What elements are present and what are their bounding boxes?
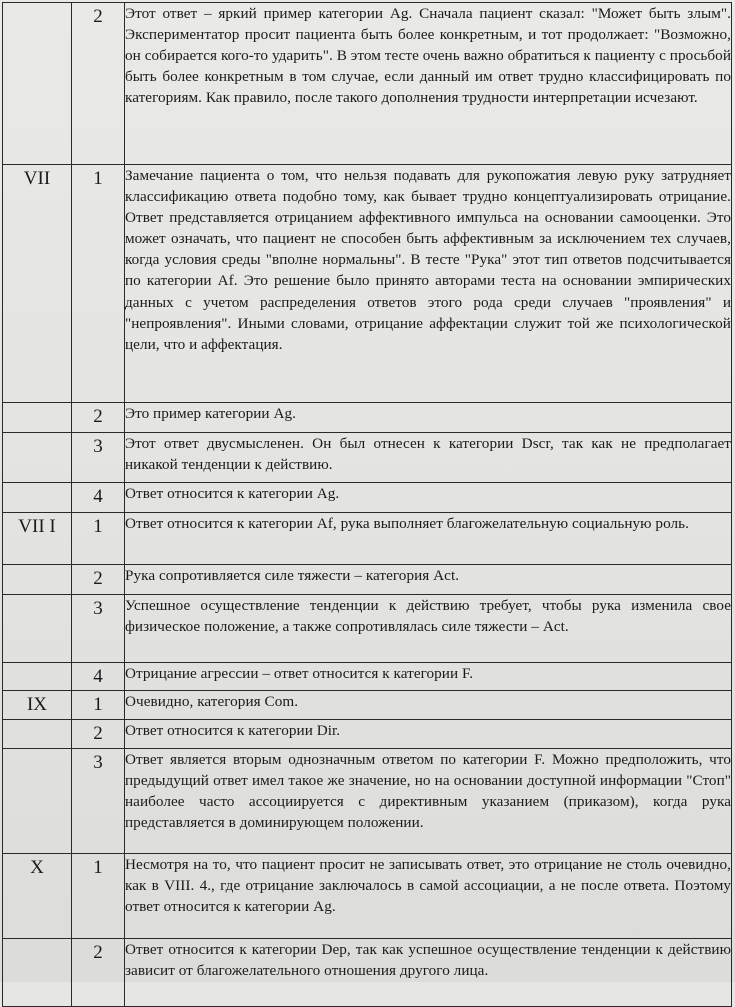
- table-row: [3, 3, 732, 165]
- response-number-cell: 2: [72, 403, 125, 433]
- interpretation-text: Ответ относится к категории Ag.: [125, 483, 732, 513]
- interpretation-text: Отрицание агрессии – ответ относится к категории F.: [125, 663, 732, 691]
- table-row: [3, 720, 732, 749]
- table-row: [3, 691, 732, 720]
- card-cell: X: [3, 854, 72, 939]
- table-row: [3, 513, 732, 565]
- response-number-cell: 1: [72, 691, 125, 720]
- response-number-cell: 2: [72, 565, 125, 595]
- table-row: [3, 595, 732, 663]
- card-cell: VII I: [3, 513, 72, 565]
- table-row: [3, 663, 732, 691]
- card-cell: [3, 433, 72, 483]
- interpretation-text: Это пример категории Ag.: [125, 403, 732, 433]
- responses-table: [2, 2, 732, 1007]
- response-number-cell: 1: [72, 165, 125, 403]
- table-row: [3, 483, 732, 513]
- table-row: [3, 854, 732, 939]
- card-cell: [3, 595, 72, 663]
- response-number-cell: 1: [72, 513, 125, 565]
- card-cell: IX: [3, 691, 72, 720]
- card-cell: [3, 403, 72, 433]
- response-number-cell: 3: [72, 433, 125, 483]
- interpretation-text: Замечание пациента о том, что нельзя подавать для рукопожатия левую руку затрудняет классификацию ответа подобно тому, как бывает трудно концептуализировать отрицание. Ответ представляется отрицанием аффективного импульса на основании самооценки. Это может означать, что пациент не способен быть аффективным за исключением тех случаев, когда условия среды "вполне нормальны". В тесте "Рука" этот тип ответов подсчитывается по категории Af. Это решение было принято авторами теста на основании эмпирических данных с учетом распределения ответов этого рода среди случаев "проявления" и "непроявления". Иными словами, отрицание аффектации служит той же психологической цели, что и аффектация.: [125, 165, 732, 403]
- response-number-cell: 3: [72, 749, 125, 854]
- response-number-cell: 1: [72, 854, 125, 939]
- response-number-cell: 4: [72, 483, 125, 513]
- card-cell: [3, 3, 72, 165]
- interpretation-text: Ответ является вторым однозначным ответом по категории F. Можно предположить, что предыдущий ответ имел такое же значение, но на основании доступной информации "Стоп" наиболее часто ассоциируется с директивным указанием (приказом), когда рука представляется в доминирующем положении.: [125, 749, 732, 854]
- interpretation-text: Ответ относится к категории Dep, так как успешное осуществление тенденции к действию зависит от благожелательного отношения другого лица.: [125, 939, 732, 1007]
- table-row: [3, 939, 732, 1007]
- card-cell: VII: [3, 165, 72, 403]
- table-row: [3, 165, 732, 403]
- interpretation-text: Несмотря на то, что пациент просит не записывать ответ, это отрицание не столь очевидно, как в VIII. 4., где отрицание заключалось в самой ассоциации, а не после ответа. Поэтому ответ относится к категории Ag.: [125, 854, 732, 939]
- interpretation-text: Рука сопротивляется силе тяжести – категория Act.: [125, 565, 732, 595]
- response-number-cell: 2: [72, 3, 125, 165]
- card-cell: [3, 720, 72, 749]
- card-cell: [3, 939, 72, 1007]
- table-row: [3, 403, 732, 433]
- interpretation-text: Ответ относится к категории Af, рука выполняет благожелательную социальную роль.: [125, 513, 732, 565]
- interpretation-text: Успешное осуществление тенденции к действию требует, чтобы рука изменила свое физическое положение, а также сопротивлялась силе тяжести – Act.: [125, 595, 732, 663]
- interpretation-text: Этот ответ – яркий пример категории Ag. Сначала пациент сказал: "Может быть злым". Экспериментатор просит пациента быть более конкретным, и тот продолжает: "Возможно, он собирается кого-то ударить". В этом тесте очень важно обратиться к пациенту с просьбой быть более конкретным в том случае, если данный им ответ трудно классифицировать по категориям. Как правило, после такого дополнения трудности интерпретации исчезают.: [125, 3, 732, 165]
- card-cell: [3, 749, 72, 854]
- table-row: [3, 433, 732, 483]
- response-number-cell: 4: [72, 663, 125, 691]
- table-row: [3, 749, 732, 854]
- response-number-cell: 2: [72, 720, 125, 749]
- response-number-cell: 3: [72, 595, 125, 663]
- table-row: [3, 565, 732, 595]
- card-cell: [3, 565, 72, 595]
- response-number-cell: 2: [72, 939, 125, 1007]
- interpretation-text: Ответ относится к категории Dir.: [125, 720, 732, 749]
- card-cell: [3, 483, 72, 513]
- card-cell: [3, 663, 72, 691]
- interpretation-text: Этот ответ двусмысленен. Он был отнесен к категории Dscr, так как не предполагает никакой тенденции к действию.: [125, 433, 732, 483]
- interpretation-text: Очевидно, категория Com.: [125, 691, 732, 720]
